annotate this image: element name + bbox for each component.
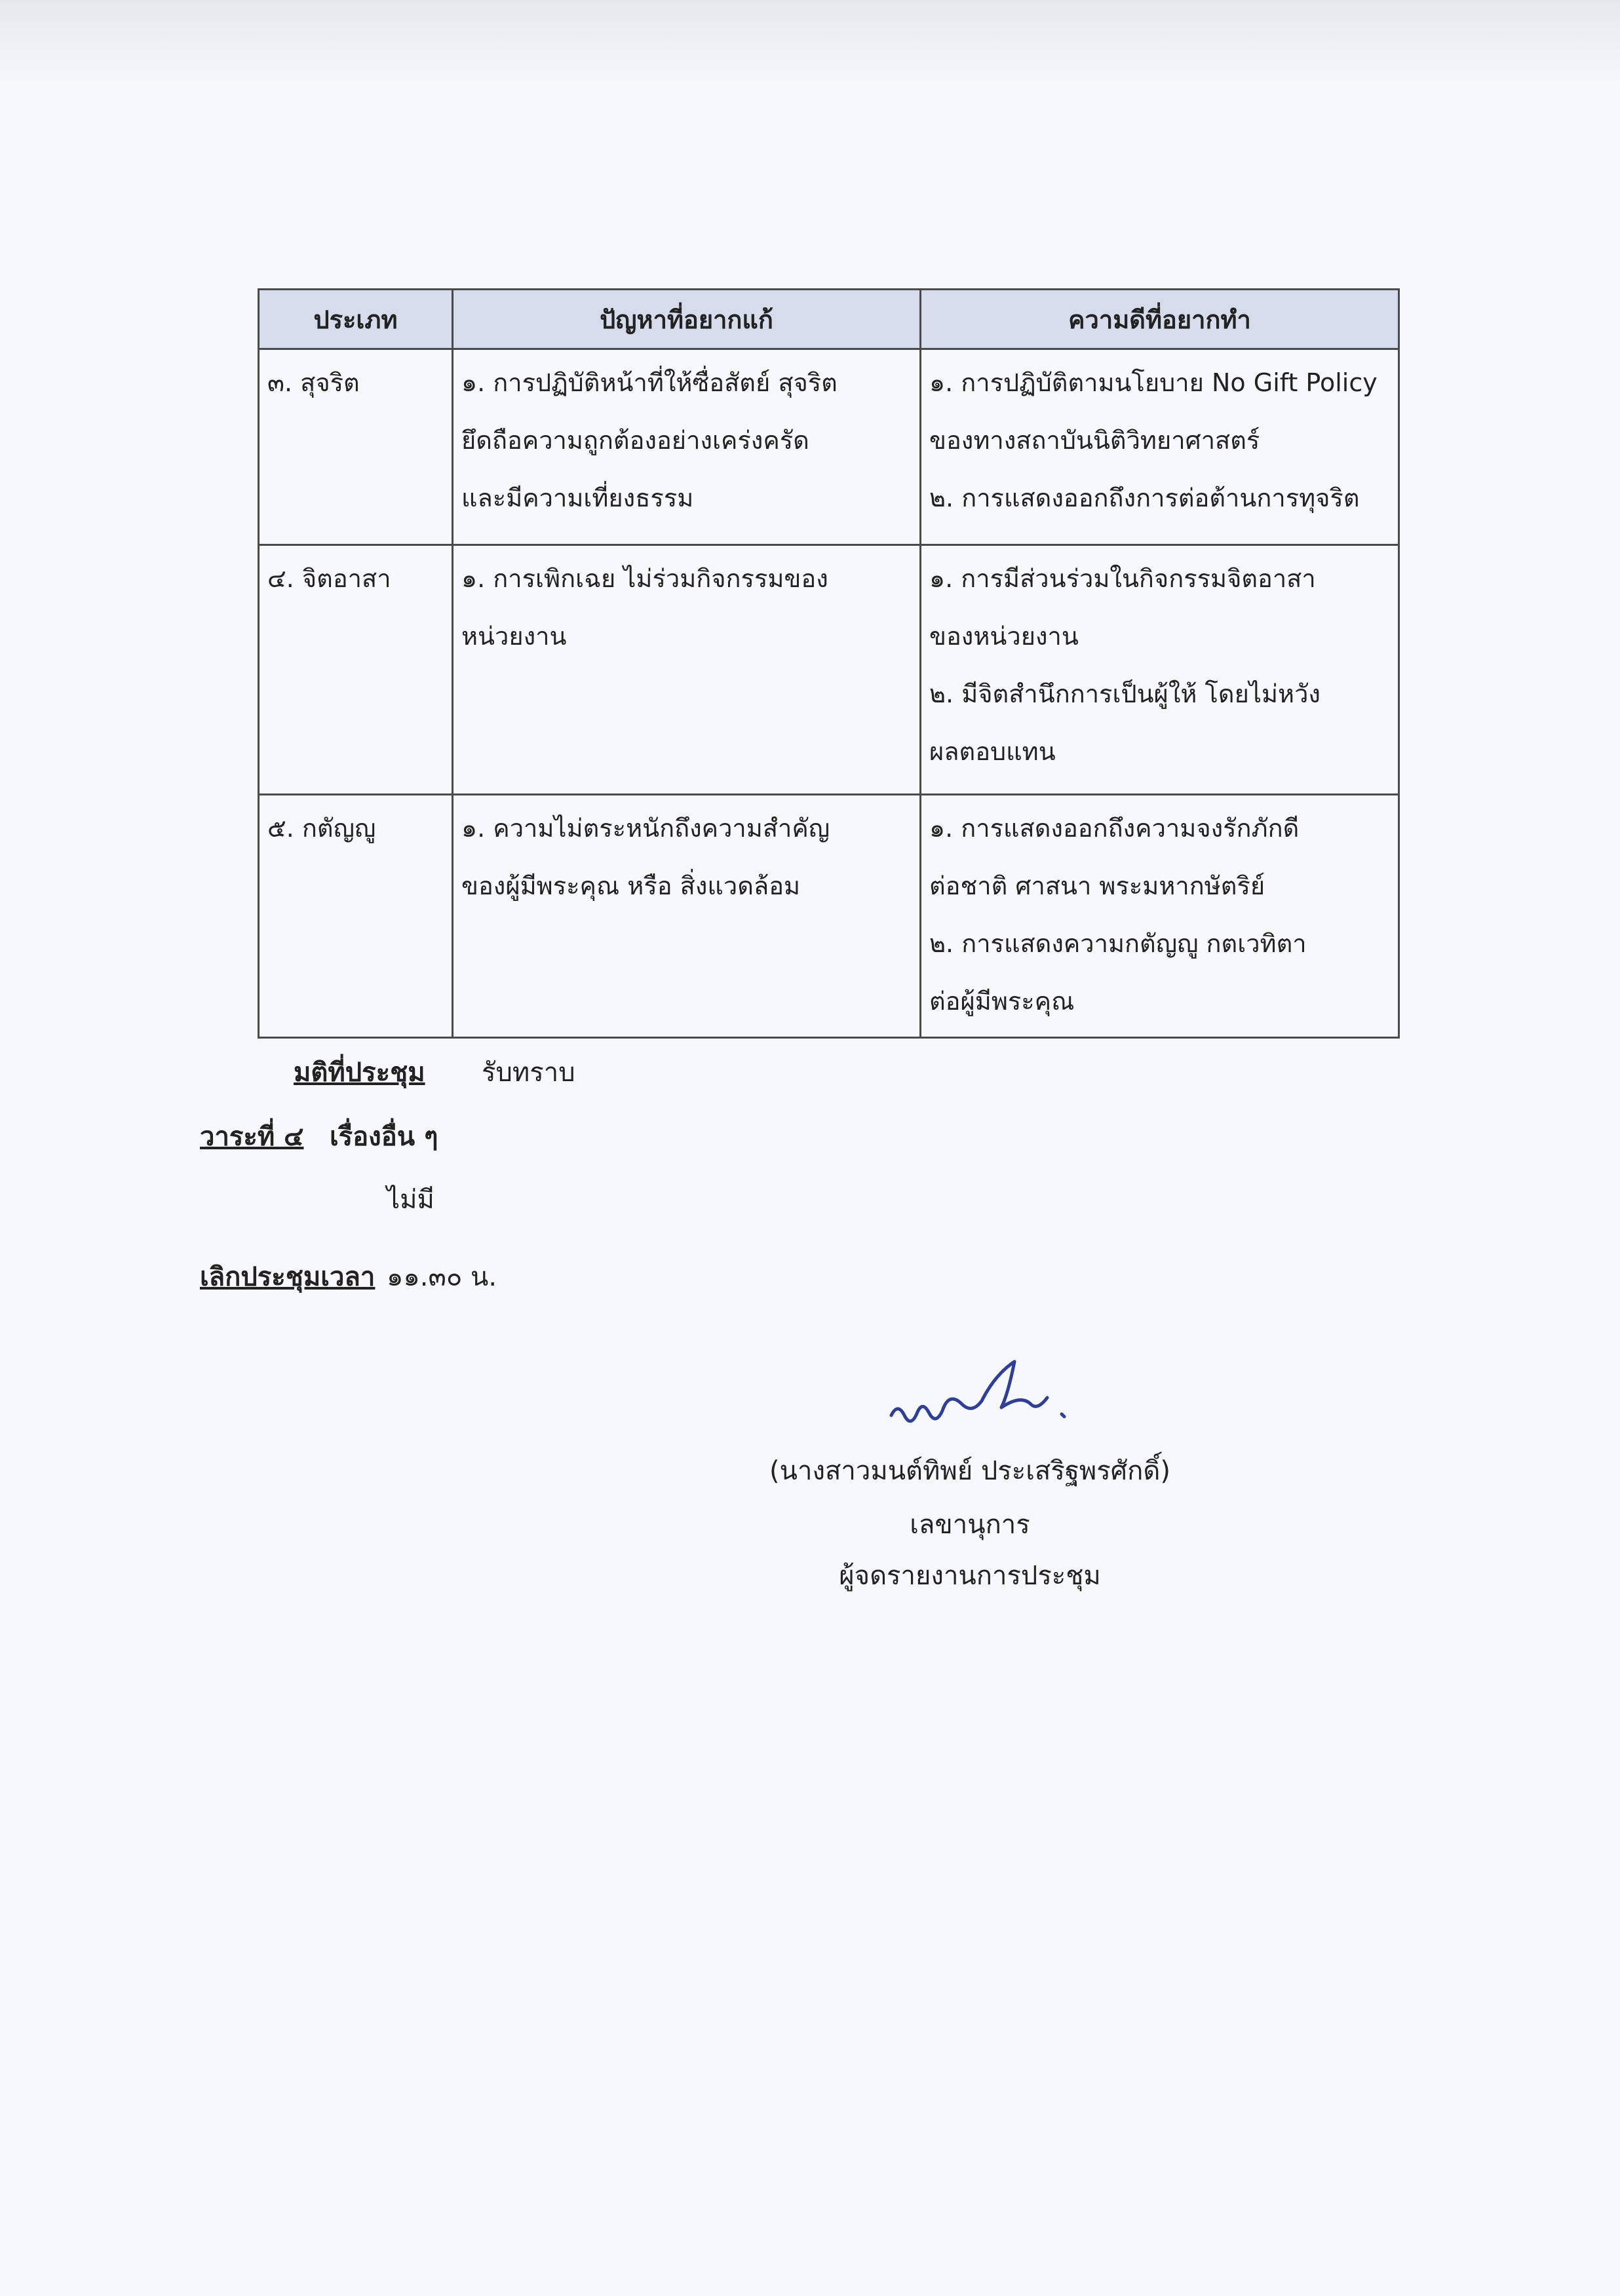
goodness-line: ต่อผู้มีพระคุณ bbox=[929, 987, 1075, 1016]
category-cell: ๔. จิตอาสา bbox=[259, 545, 453, 795]
handwritten-signature bbox=[878, 1337, 1101, 1442]
goodness-line: ๑. การปฏิบัติตามนโยบาย No Gift Policy bbox=[929, 368, 1378, 397]
table-row bbox=[259, 349, 1399, 545]
agenda4-content: ไม่มี bbox=[387, 1185, 434, 1215]
goodness-line: ๒. การแสดงออกถึงการต่อต้านการทุจริต bbox=[929, 484, 1360, 512]
goodness-line: ของหน่วยงาน bbox=[929, 622, 1079, 651]
goodness-line: ๒. การแสดงความกตัญญู กตเวทิตา bbox=[929, 929, 1307, 958]
goodness-line: ต่อชาติ ศาสนา พระมหากษัตริย์ bbox=[929, 871, 1265, 900]
problem-line: ๑. ความไม่ตระหนักถึงความสำคัญ bbox=[461, 814, 830, 843]
goodness-cell bbox=[921, 795, 1399, 1038]
goodness-cell bbox=[921, 349, 1399, 545]
signer-position: เลขานุการ bbox=[910, 1510, 1030, 1540]
category-cell: ๕. กตัญญู bbox=[259, 795, 453, 1038]
table-row bbox=[259, 545, 1399, 795]
problem-cell bbox=[453, 545, 921, 795]
header-category: ประเภท bbox=[259, 290, 453, 349]
problem-line: ๑. การปฏิบัติหน้าที่ให้ซื่อสัตย์ สุจริต bbox=[461, 368, 838, 397]
resolution-label: มติที่ประชุม bbox=[294, 1058, 425, 1088]
resolution-value: รับทราบ bbox=[482, 1058, 575, 1088]
problem-line: หน่วยงาน bbox=[461, 622, 567, 651]
closing-label: เลิกประชุมเวลา bbox=[200, 1262, 376, 1292]
goodness-line: ๑. การแสดงออกถึงความจงรักภักดี bbox=[929, 814, 1300, 843]
category-cell: ๓. สุจริต bbox=[259, 349, 453, 545]
problem-line: และมีความเที่ยงธรรม bbox=[461, 484, 694, 512]
scan-shade bbox=[0, 0, 1620, 85]
problem-line: ยึดถือความถูกต้องอย่างเคร่งครัด bbox=[461, 426, 809, 455]
problem-cell bbox=[453, 349, 921, 545]
signer-role: ผู้จดรายงานการประชุม bbox=[839, 1561, 1101, 1591]
header-goodness: ความดีที่อยากทำ bbox=[921, 290, 1399, 349]
goodness-line: ๑. การมีส่วนร่วมในกิจกรรมจิตอาสา bbox=[929, 564, 1316, 593]
problem-line: ของผู้มีพระคุณ หรือ สิ่งแวดล้อม bbox=[461, 871, 801, 900]
values-table bbox=[258, 288, 1400, 1039]
goodness-line: ของทางสถาบันนิติวิทยาศาสตร์ bbox=[929, 426, 1260, 455]
problem-line: ๑. การเพิกเฉย ไม่ร่วมกิจกรรมของ bbox=[461, 564, 828, 593]
problem-cell bbox=[453, 795, 921, 1038]
header-problem: ปัญหาที่อยากแก้ bbox=[453, 290, 921, 349]
goodness-line: ผลตอบแทน bbox=[929, 737, 1056, 766]
goodness-line: ๒. มีจิตสำนึกการเป็นผู้ให้ โดยไม่หวัง bbox=[929, 679, 1321, 708]
table-header-row bbox=[259, 290, 1399, 349]
table-row bbox=[259, 795, 1399, 1038]
signer-name: (นางสาวมนต์ทิพย์ ประเสริฐพรศักดิ์) bbox=[769, 1456, 1170, 1486]
closing-time: ๑๑.๓๐ น. bbox=[387, 1262, 497, 1292]
agenda4-label: วาระที่ ๔ bbox=[200, 1122, 304, 1152]
agenda4-title: เรื่องอื่น ๆ bbox=[330, 1122, 438, 1152]
goodness-cell bbox=[921, 545, 1399, 795]
